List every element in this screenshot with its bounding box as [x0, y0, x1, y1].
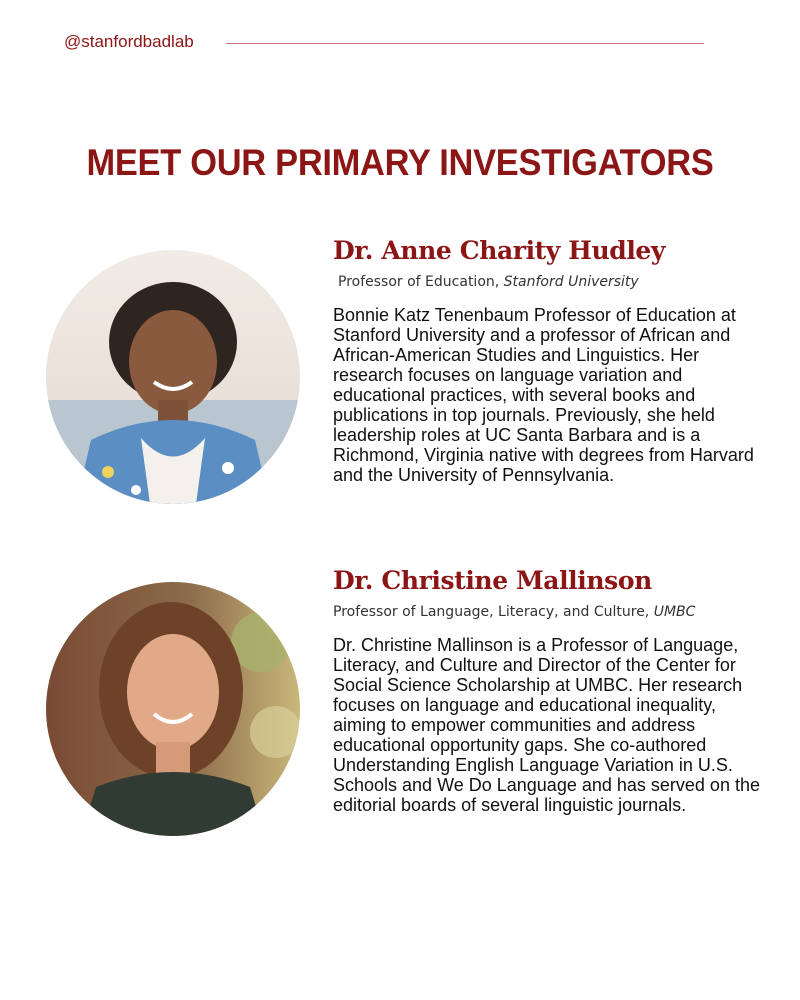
portrait-photo-hudley [46, 250, 300, 504]
role-organization: Stanford University [503, 274, 639, 290]
role-title: Professor of Language, Literacy, and Culture, [333, 604, 650, 620]
account-handle: @stanfordbadlab [64, 32, 194, 51]
investigator-role [333, 604, 695, 620]
investigator-name: Dr. Christine Mallinson [333, 566, 652, 595]
page-title: MEET OUR PRIMARY INVESTIGATORS [86, 142, 714, 183]
header-divider [226, 43, 704, 44]
investigator-name: Dr. Anne Charity Hudley [333, 236, 666, 265]
investigator-bio: Dr. Christine Mallinson is a Professor of Language, Literacy, and Culture and Director of the Center for Social Science Scholarship at UMBC. Her research focuses on language and educational inequality, aiming to empower communities and address educational opportunity gaps. She co-authored Understanding English Language Variation in U.S. Schools and We Do Language and has served on the editorial boards of several linguistic journals. [333, 635, 760, 815]
portrait-photo-mallinson [46, 582, 300, 836]
role-organization: UMBC [653, 604, 696, 620]
investigator-role [338, 274, 639, 290]
portrait-icon [46, 582, 300, 836]
investigator-bio: Bonnie Katz Tenenbaum Professor of Education at Stanford University and a professor of African and African-American Studies and Linguistics. Her research focuses on language variation and educational practices, with several books and publications in top journals. Previously, she held leadership roles at UC Santa Barbara and is a Richmond, Virginia native with degrees from Harvard and the University of Pennsylvania. [333, 305, 754, 485]
portrait-icon [46, 250, 300, 504]
role-title: Professor of Education, [338, 274, 500, 290]
